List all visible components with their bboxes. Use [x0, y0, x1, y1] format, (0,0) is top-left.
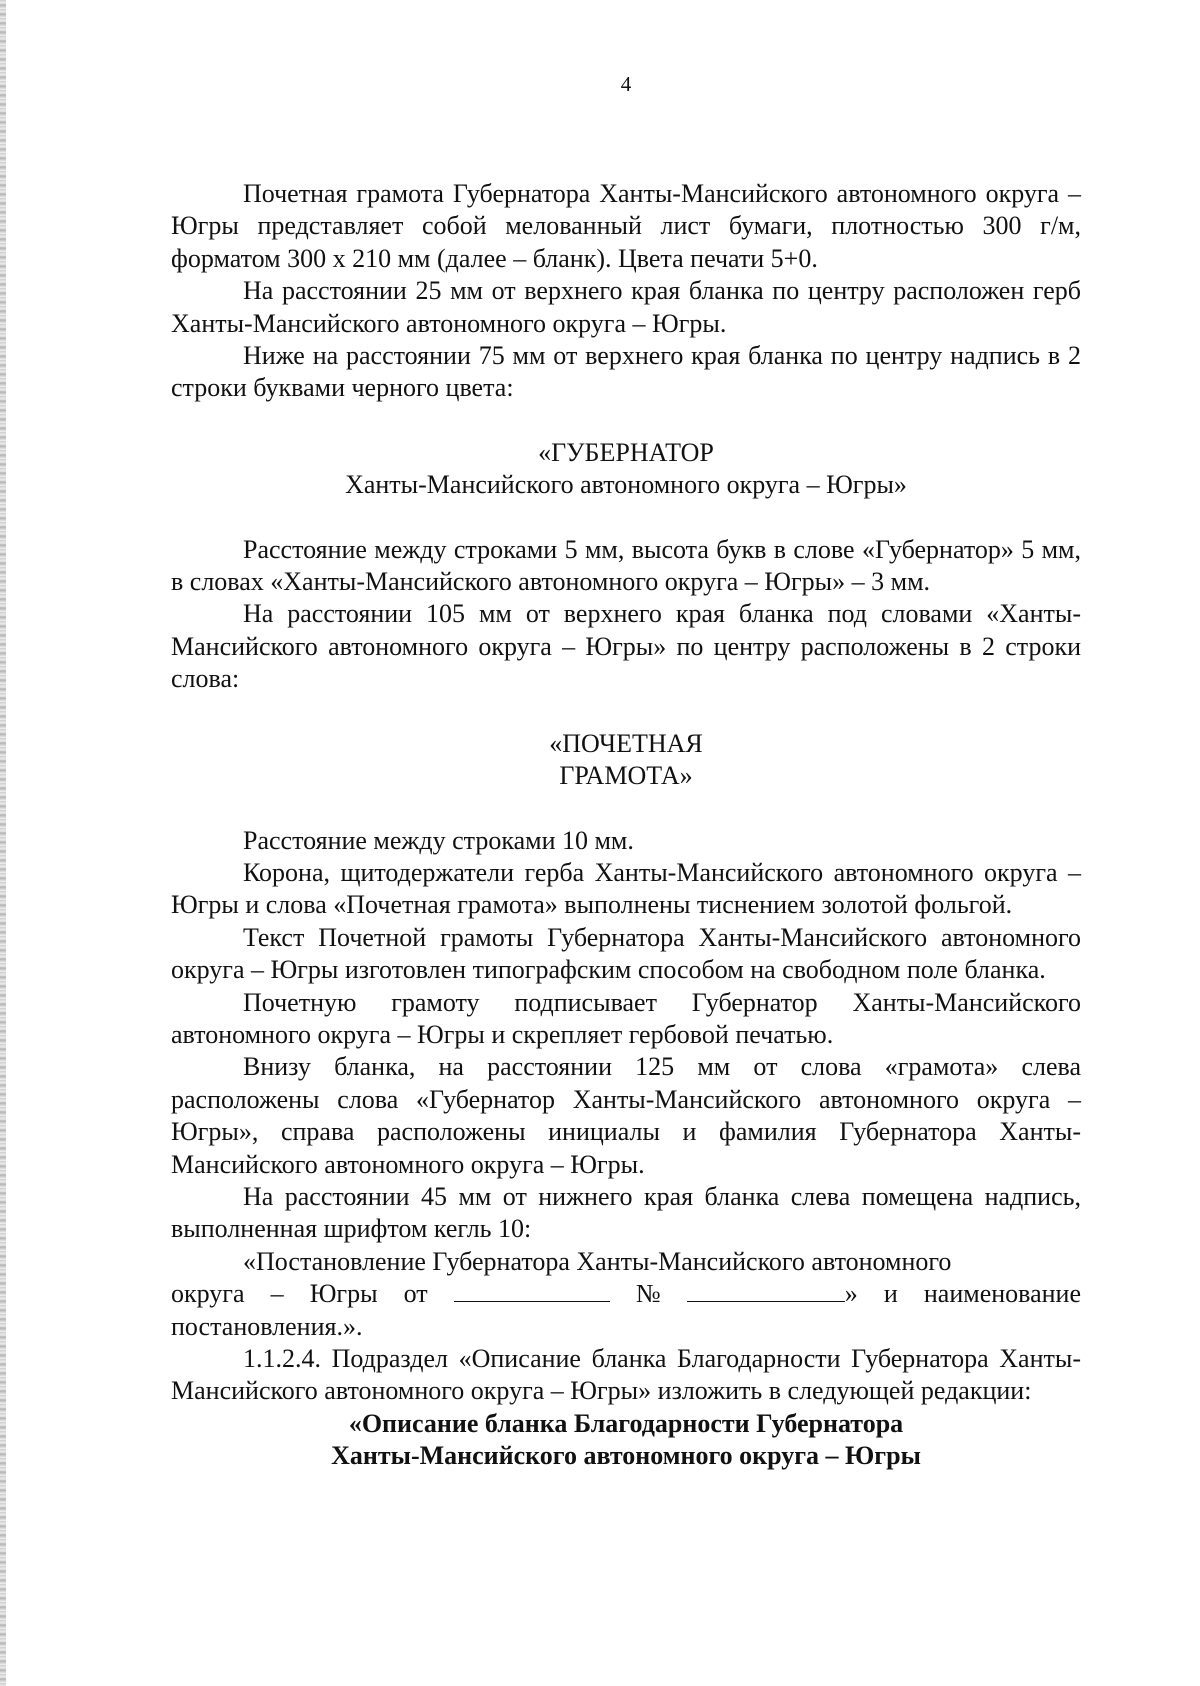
heading-governor-line-2: Ханты-Мансийского автономного округа – Югры» [345, 470, 907, 500]
paragraph-10: Внизу бланка, на расстоянии 125 мм от слова «грамота» слева расположены слова «Губернатор Ханты-Мансийского автономного округа – Югры», справа расположены инициалы и фамилия Губернатора Ханты-Мансийского автономного округа – Югры. [171, 1052, 1081, 1179]
spacer [171, 502, 1081, 534]
number-blank-line [687, 1300, 845, 1302]
heading-governor-line-1: «ГУБЕРНАТОР [538, 437, 714, 467]
paragraph-12-line-2 [171, 1278, 1081, 1310]
text-fragment: – [270, 1279, 284, 1309]
spacer [171, 405, 1081, 437]
paragraph-13: 1.1.2.4. Подраздел «Описание бланка Благодарности Губернатора Ханты-Мансийского автономного округа – Югры» изложить в следующей редакции: [171, 1344, 1081, 1406]
page-number: 4 [620, 72, 632, 96]
paragraph-11: На расстоянии 45 мм от нижнего края бланка слева помещена надпись, выполненная шрифтом кегль 10: [171, 1181, 1081, 1244]
paragraph-9: Почетную грамоту подписывает Губернатор Ханты-Мансийского автономного округа – Югры и скрепляет гербовой печатью. [171, 987, 1081, 1049]
heading-description-line-1: «Описание бланка Благодарности Губернатора [348, 1408, 904, 1438]
date-blank-line [454, 1300, 610, 1302]
closing-quote: » [844, 1279, 858, 1309]
heading-certificate-line-2: ГРАМОТА» [559, 761, 693, 791]
paragraph-8: Текст Почетной грамоты Губернатора Ханты-Мансийского автономного округа – Югры изготовлен типографским способом на свободном поле бланка. [171, 922, 1081, 985]
text-fragment: Югры [309, 1279, 378, 1309]
document-body [171, 178, 1081, 1473]
text-fragment: наименование [923, 1279, 1081, 1309]
paragraph-3: Ниже на расстоянии 75 мм от верхнего края бланка по центру надпись в 2 строки буквами черного цвета: [171, 341, 1081, 403]
paragraph-12-line-1: «Постановление Губернатора Ханты-Мансийского автономного [243, 1246, 952, 1276]
paragraph-6: Расстояние между строками 10 мм. [243, 825, 634, 855]
paragraph-5: На расстоянии 105 мм от верхнего края бланка под словами «Ханты-Мансийского автономного округа – Югры» по центру расположены в 2 строки слова: [171, 599, 1081, 694]
scan-edge-artifact [0, 0, 6, 1686]
spacer [171, 793, 1081, 825]
heading-certificate-line-1: «ПОЧЕТНАЯ [549, 728, 703, 758]
paragraph-7: Корона, щитодержатели герба Ханты-Мансийского автономного округа – Югры и слова «Почетная грамота» выполнены тиснением золотой фольгой. [171, 857, 1081, 920]
text-fragment: и [883, 1279, 898, 1309]
number-sign: № [635, 1279, 661, 1309]
text-fragment: округа [171, 1279, 245, 1309]
heading-description-line-2: Ханты-Мансийского автономного округа – Югры [331, 1441, 921, 1471]
paragraph-4: Расстояние между строками 5 мм, высота букв в слове «Губернатор» 5 мм, в словах «Ханты-Мансийского автономного округа – Югры» – 3 мм. [171, 534, 1081, 597]
text-fragment: от [403, 1279, 428, 1309]
spacer [171, 696, 1081, 728]
paragraph-2: На расстоянии 25 мм от верхнего края бланка по центру расположен герб Ханты-Мансийского автономного округа – Югры. [171, 276, 1081, 338]
paragraph-12-line-3: постановления.». [171, 1311, 363, 1341]
paragraph-1: Почетная грамота Губернатора Ханты-Мансийского автономного округа – Югры представляет собой мелованный лист бумаги, плотностью 300 г/м, форматом 300 х 210 мм (далее – бланк). Цвета печати 5+0. [171, 179, 1081, 273]
number-fragment [687, 1278, 858, 1310]
